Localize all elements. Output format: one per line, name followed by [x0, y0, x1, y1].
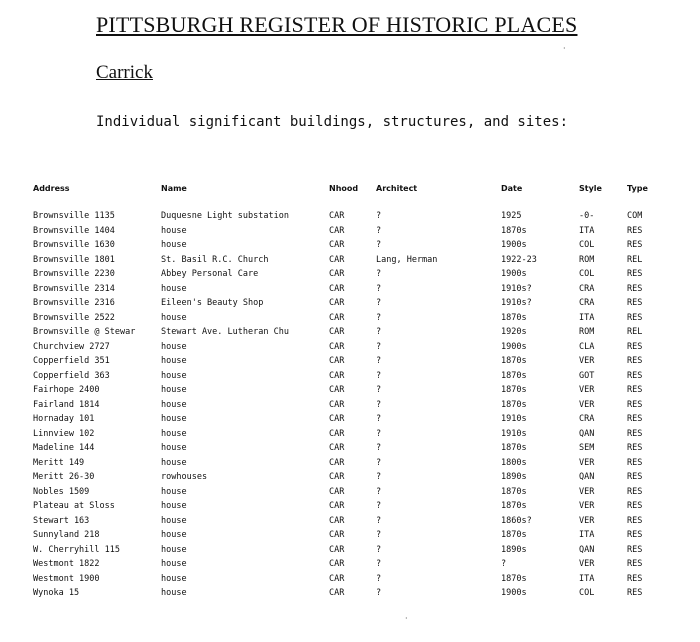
cell-name: Duquesne Light substation — [161, 211, 289, 221]
cell-date: 1910s — [501, 428, 527, 439]
cell-architect: ? — [376, 225, 382, 236]
cell-date: 1900s — [501, 341, 527, 352]
cell-address: Plateau at Sloss — [33, 501, 115, 511]
cell-name: Abbey Personal Care — [161, 269, 259, 279]
cell-name: house — [161, 486, 187, 497]
cell-type: RES — [627, 283, 643, 294]
cell-nhood: CAR — [329, 573, 345, 584]
cell-style: CLA — [579, 341, 595, 352]
cell-nhood: CAR — [329, 370, 345, 381]
cell-architect: ? — [376, 298, 382, 308]
cell-date: 1890s — [501, 544, 527, 555]
cell-style: QAN — [579, 544, 595, 555]
cell-type: RES — [627, 356, 643, 366]
cell-style: COL — [579, 240, 595, 250]
cell-architect: ? — [376, 399, 382, 410]
cell-date: 1870s — [501, 443, 527, 453]
cell-name: house — [161, 559, 187, 569]
cell-name: house — [161, 428, 187, 439]
cell-date: 1925 — [501, 211, 522, 221]
cell-name: house — [161, 385, 187, 395]
cell-date: 1910s — [501, 414, 527, 424]
cell-nhood: CAR — [329, 414, 345, 424]
scan-speck: · — [563, 44, 566, 53]
cell-architect: ? — [376, 573, 382, 584]
cell-date: 1890s — [501, 472, 527, 482]
cell-nhood: CAR — [329, 269, 345, 279]
column-header-nhood: Nhood — [329, 184, 359, 193]
cell-architect: ? — [376, 312, 382, 323]
cell-name: house — [161, 240, 187, 250]
cell-nhood: CAR — [329, 428, 345, 439]
neighborhood-heading: Carrick — [96, 62, 153, 83]
cell-type: RES — [627, 341, 643, 352]
cell-date: 1870s — [501, 356, 527, 366]
cell-style: CRA — [579, 414, 595, 424]
cell-type: RES — [627, 457, 643, 468]
cell-address: Brownsville 2314 — [33, 283, 115, 294]
intro-text: Individual significant buildings, structures, and sites: — [96, 114, 569, 130]
cell-style: VER — [579, 356, 595, 366]
cell-date: 1870s — [501, 501, 527, 511]
cell-style: CRA — [579, 283, 595, 294]
cell-type: RES — [627, 443, 643, 453]
cell-type: RES — [627, 370, 643, 381]
cell-name: Eileen's Beauty Shop — [161, 298, 264, 308]
cell-address: Stewart 163 — [33, 515, 90, 526]
cell-address: Brownsville 1404 — [33, 225, 115, 236]
cell-address: Meritt 26-30 — [33, 472, 95, 482]
cell-date: 1910s? — [501, 298, 532, 308]
cell-architect: ? — [376, 588, 382, 598]
cell-type: RES — [627, 530, 643, 540]
cell-address: Fairhope 2400 — [33, 385, 100, 395]
cell-nhood: CAR — [329, 472, 345, 482]
cell-name: house — [161, 443, 187, 453]
cell-date: 1900s — [501, 588, 527, 598]
cell-architect: ? — [376, 370, 382, 381]
cell-name: house — [161, 312, 187, 323]
cell-nhood: CAR — [329, 211, 345, 221]
cell-nhood: CAR — [329, 240, 345, 250]
column-header-architect: Architect — [376, 184, 418, 193]
cell-type: RES — [627, 269, 643, 279]
cell-style: VER — [579, 559, 595, 569]
cell-address: Brownsville 1135 — [33, 211, 115, 221]
cell-type: RES — [627, 515, 643, 526]
cell-nhood: CAR — [329, 298, 345, 308]
cell-style: VER — [579, 515, 595, 526]
cell-name: house — [161, 370, 187, 381]
cell-type: RES — [627, 472, 643, 482]
cell-style: GOT — [579, 370, 595, 381]
cell-name: Stewart Ave. Lutheran Chu — [161, 327, 289, 337]
cell-address: Brownsville 1801 — [33, 254, 115, 265]
cell-architect: ? — [376, 240, 382, 250]
cell-type: RES — [627, 501, 643, 511]
cell-style: VER — [579, 486, 595, 497]
cell-type: RES — [627, 559, 643, 569]
cell-address: Meritt 149 — [33, 457, 85, 468]
cell-style: ITA — [579, 225, 595, 236]
cell-address: Churchview 2727 — [33, 341, 110, 352]
cell-date: 1870s — [501, 385, 527, 395]
cell-address: Wynoka 15 — [33, 588, 80, 598]
cell-date: 1920s — [501, 327, 527, 337]
cell-type: RES — [627, 312, 643, 323]
cell-date: ? — [501, 559, 507, 569]
cell-architect: ? — [376, 385, 382, 395]
cell-type: REL — [627, 327, 643, 337]
cell-style: ITA — [579, 530, 595, 540]
cell-style: -0- — [579, 211, 595, 221]
cell-style: QAN — [579, 472, 595, 482]
cell-name: house — [161, 588, 187, 598]
cell-architect: ? — [376, 501, 382, 511]
cell-style: VER — [579, 399, 595, 410]
column-header-name: Name — [161, 184, 187, 193]
cell-name: house — [161, 515, 187, 526]
cell-address: Copperfield 351 — [33, 356, 110, 366]
cell-nhood: CAR — [329, 515, 345, 526]
cell-address: Westmont 1900 — [33, 573, 100, 584]
cell-name: house — [161, 399, 187, 410]
cell-date: 1800s — [501, 457, 527, 468]
cell-architect: ? — [376, 515, 382, 526]
cell-type: RES — [627, 428, 643, 439]
cell-address: W. Cherryhill 115 — [33, 544, 120, 555]
cell-address: Nobles 1509 — [33, 486, 90, 497]
cell-architect: ? — [376, 327, 382, 337]
cell-date: 1900s — [501, 269, 527, 279]
cell-style: CRA — [579, 298, 595, 308]
column-header-style: Style — [579, 184, 602, 193]
cell-address: Brownsville 2230 — [33, 269, 115, 279]
cell-type: RES — [627, 544, 643, 555]
cell-style: ITA — [579, 573, 595, 584]
cell-architect: ? — [376, 486, 382, 497]
cell-date: 1870s — [501, 530, 527, 540]
cell-architect: ? — [376, 211, 382, 221]
cell-name: house — [161, 356, 187, 366]
cell-type: RES — [627, 240, 643, 250]
scan-speck: · — [405, 614, 408, 623]
cell-architect: ? — [376, 269, 382, 279]
cell-address: Westmont 1822 — [33, 559, 100, 569]
cell-type: RES — [627, 414, 643, 424]
cell-architect: Lang, Herman — [376, 254, 438, 265]
cell-style: VER — [579, 501, 595, 511]
cell-date: 1860s? — [501, 515, 532, 526]
cell-date: 1870s — [501, 573, 527, 584]
cell-type: RES — [627, 225, 643, 236]
cell-name: house — [161, 283, 187, 294]
cell-date: 1900s — [501, 240, 527, 250]
cell-nhood: CAR — [329, 283, 345, 294]
cell-address: Copperfield 363 — [33, 370, 110, 381]
cell-nhood: CAR — [329, 443, 345, 453]
cell-name: house — [161, 573, 187, 584]
cell-date: 1870s — [501, 225, 527, 236]
cell-nhood: CAR — [329, 544, 345, 555]
cell-name: house — [161, 225, 187, 236]
cell-name: house — [161, 341, 187, 352]
cell-style: QAN — [579, 428, 595, 439]
cell-architect: ? — [376, 428, 382, 439]
cell-date: 1870s — [501, 370, 527, 381]
cell-date: 1922-23 — [501, 254, 537, 265]
cell-date: 1870s — [501, 312, 527, 323]
cell-type: RES — [627, 573, 643, 584]
cell-address: Madeline 144 — [33, 443, 95, 453]
document-title: PITTSBURGH REGISTER OF HISTORIC PLACES — [96, 12, 578, 37]
cell-nhood: CAR — [329, 501, 345, 511]
cell-style: ROM — [579, 254, 595, 265]
cell-nhood: CAR — [329, 341, 345, 352]
cell-style: COL — [579, 588, 595, 598]
cell-architect: ? — [376, 356, 382, 366]
cell-style: SEM — [579, 443, 595, 453]
cell-name: St. Basil R.C. Church — [161, 254, 269, 265]
cell-name: house — [161, 501, 187, 511]
cell-style: ROM — [579, 327, 595, 337]
cell-name: house — [161, 457, 187, 468]
cell-type: REL — [627, 254, 643, 265]
cell-nhood: CAR — [329, 399, 345, 410]
cell-style: VER — [579, 385, 595, 395]
cell-date: 1870s — [501, 486, 527, 497]
cell-nhood: CAR — [329, 559, 345, 569]
cell-nhood: CAR — [329, 356, 345, 366]
cell-nhood: CAR — [329, 457, 345, 468]
cell-nhood: CAR — [329, 225, 345, 236]
cell-style: ITA — [579, 312, 595, 323]
cell-architect: ? — [376, 414, 382, 424]
cell-style: COL — [579, 269, 595, 279]
cell-type: RES — [627, 298, 643, 308]
cell-name: rowhouses — [161, 472, 208, 482]
cell-address: Brownsville 2522 — [33, 312, 115, 323]
cell-address: Linnview 102 — [33, 428, 95, 439]
cell-nhood: CAR — [329, 530, 345, 540]
cell-name: house — [161, 530, 187, 540]
cell-name: house — [161, 414, 187, 424]
cell-address: Brownsville 1630 — [33, 240, 115, 250]
cell-address: Hornaday 101 — [33, 414, 95, 424]
cell-architect: ? — [376, 457, 382, 468]
cell-architect: ? — [376, 443, 382, 453]
cell-nhood: CAR — [329, 486, 345, 497]
cell-nhood: CAR — [329, 588, 345, 598]
cell-date: 1870s — [501, 399, 527, 410]
cell-type: RES — [627, 399, 643, 410]
cell-name: house — [161, 544, 187, 555]
cell-address: Fairland 1814 — [33, 399, 100, 410]
cell-architect: ? — [376, 544, 382, 555]
column-header-address: Address — [33, 184, 70, 193]
cell-architect: ? — [376, 341, 382, 352]
cell-architect: ? — [376, 283, 382, 294]
cell-type: RES — [627, 486, 643, 497]
cell-date: 1910s? — [501, 283, 532, 294]
cell-architect: ? — [376, 530, 382, 540]
cell-address: Brownsville @ Stewar — [33, 327, 136, 337]
cell-type: RES — [627, 385, 643, 395]
cell-address: Sunnyland 218 — [33, 530, 100, 540]
cell-architect: ? — [376, 559, 382, 569]
column-header-date: Date — [501, 184, 523, 193]
cell-nhood: CAR — [329, 254, 345, 265]
cell-nhood: CAR — [329, 327, 345, 337]
cell-architect: ? — [376, 472, 382, 482]
cell-address: Brownsville 2316 — [33, 298, 115, 308]
cell-nhood: CAR — [329, 312, 345, 323]
cell-type: COM — [627, 211, 643, 221]
cell-style: VER — [579, 457, 595, 468]
cell-type: RES — [627, 588, 643, 598]
column-header-type: Type — [627, 184, 648, 193]
cell-nhood: CAR — [329, 385, 345, 395]
